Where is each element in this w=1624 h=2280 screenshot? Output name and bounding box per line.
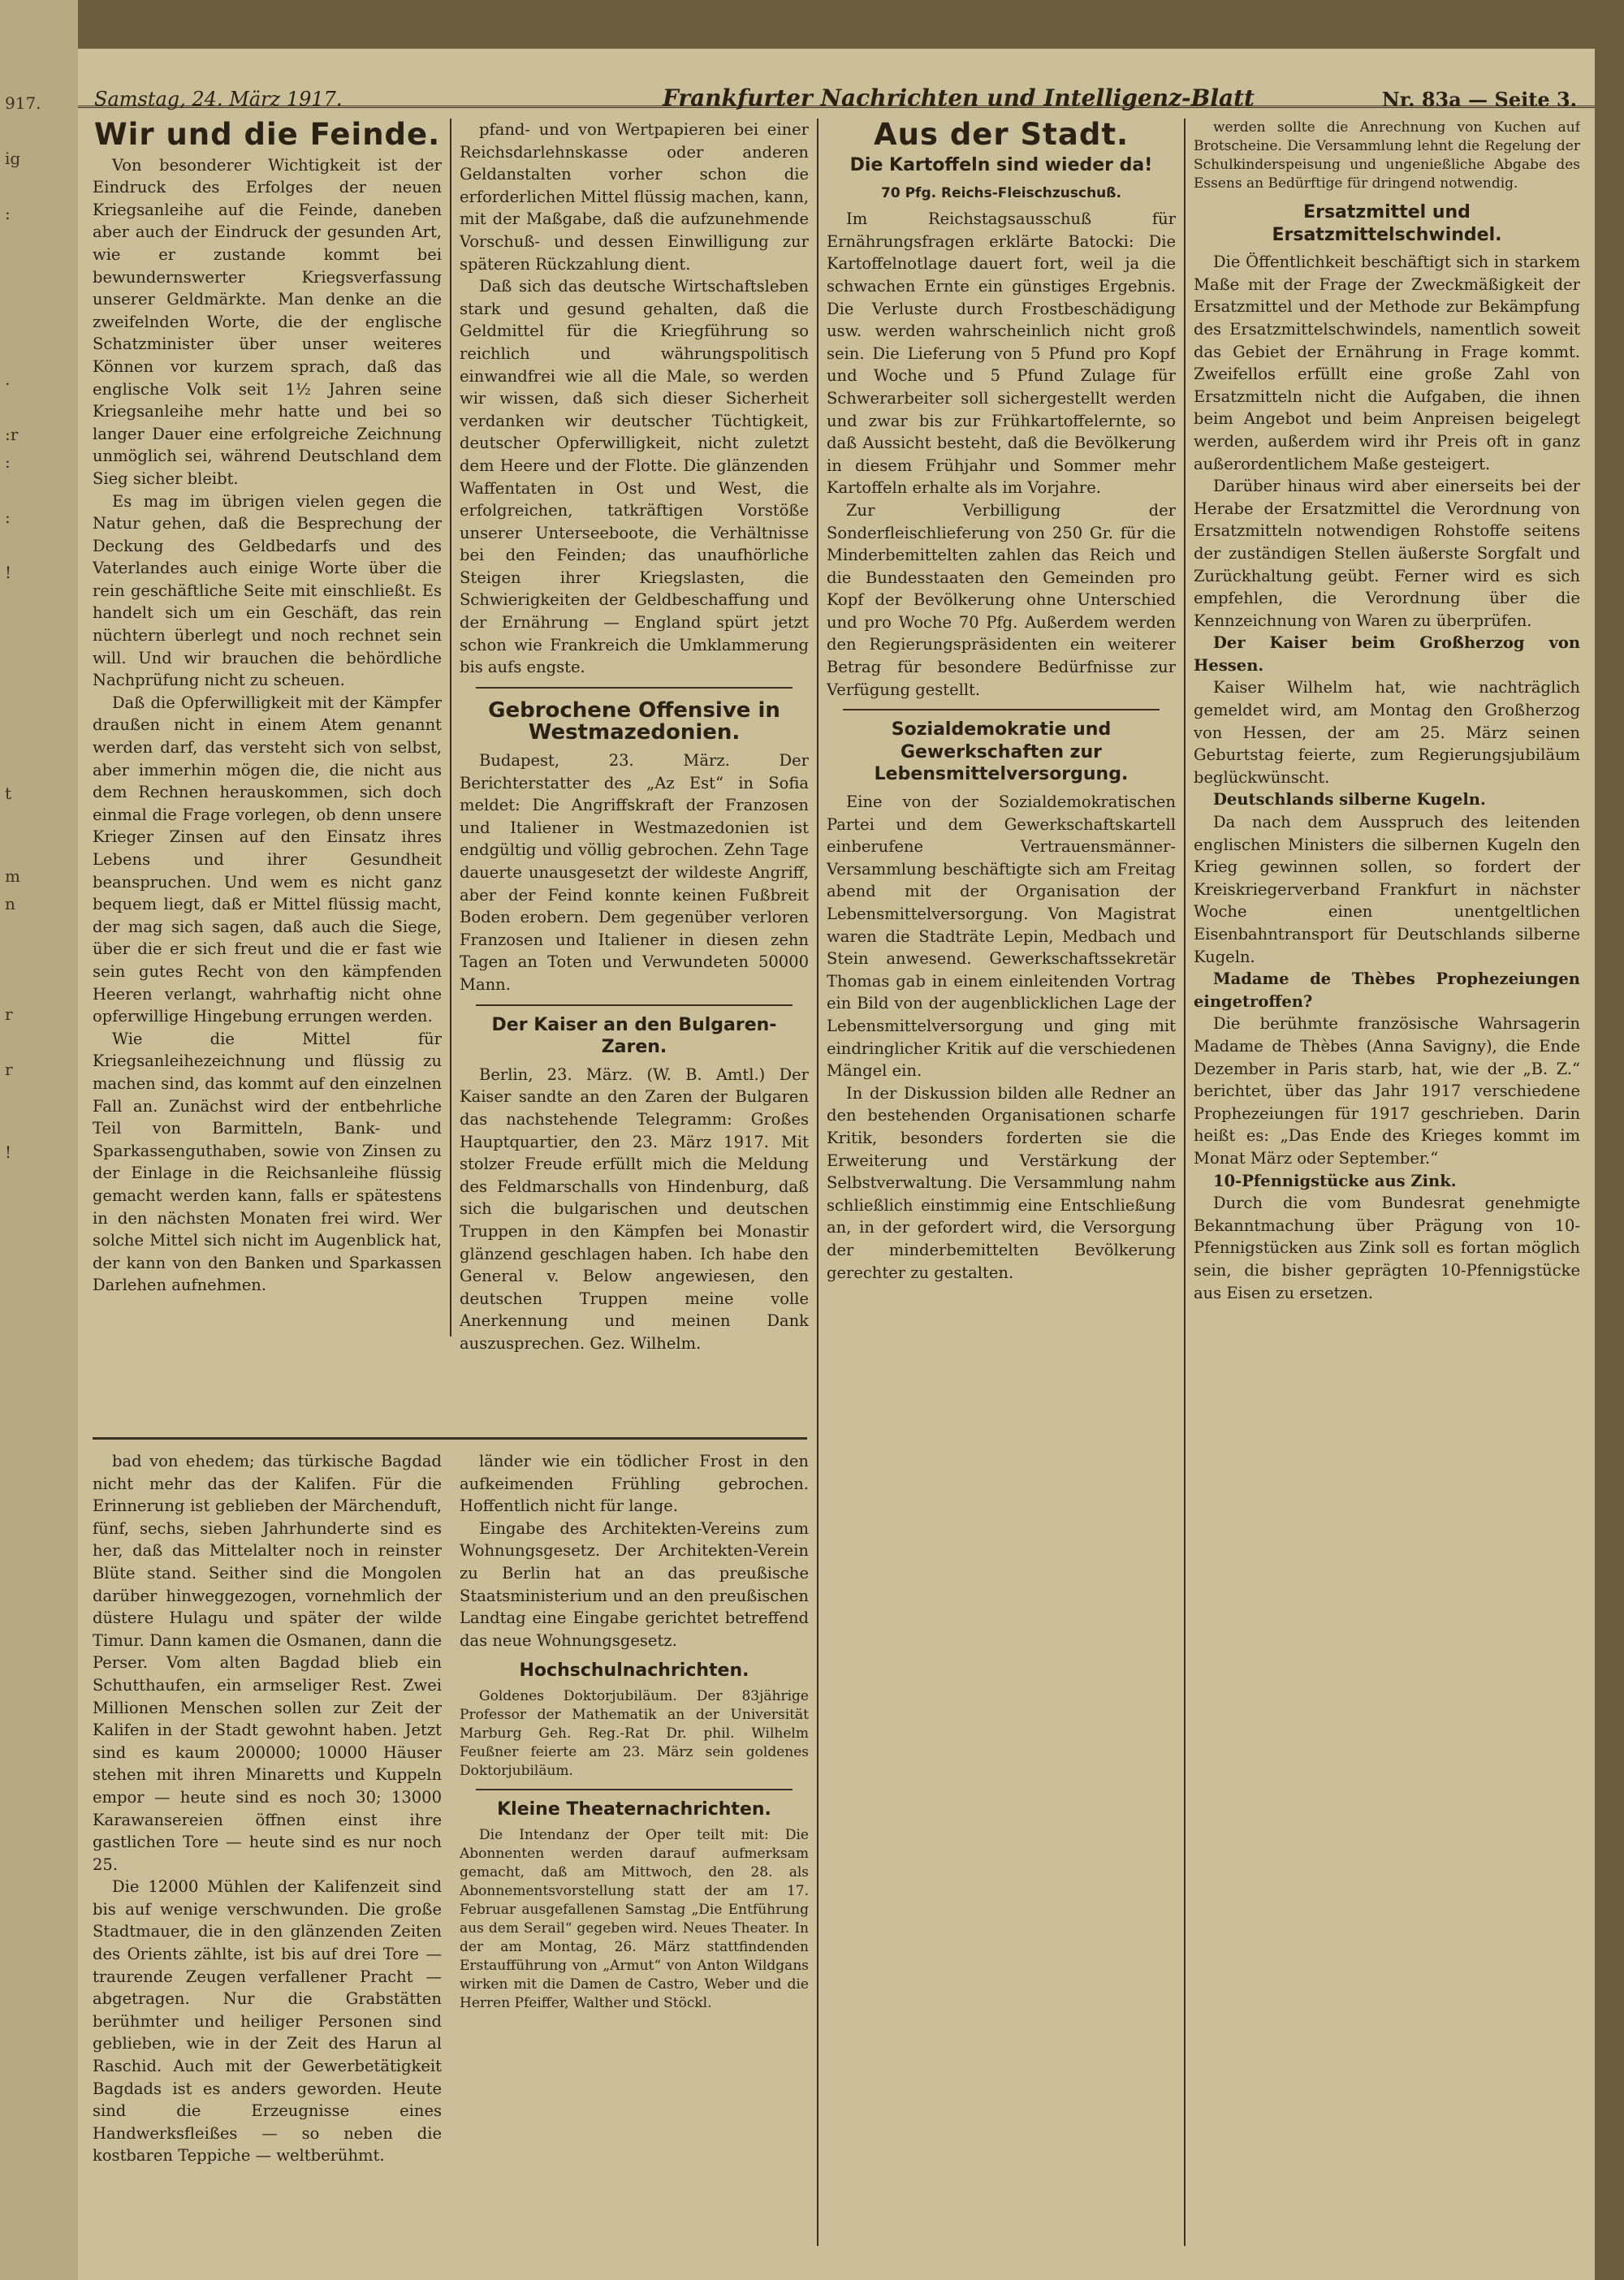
headline-kartoffeln: Die Kartoffeln sind wieder da! [849,154,1153,175]
paragraph: Zur Verbilligung der Sonderfleischlieferung von 250 Gr. für die Minderbemittelten zahlen das Reich und die Bundesstaaten den Gemeinden pro Kopf der Bevölkerung ohne Unterschied und pro Woche 70 Pfg. Außerdem werden den Regierungspräsidenten ein weiterer Betrag für besondere Bedürfnisse zur Verfügung gestellt. [827,500,1176,699]
paragraph: Daß sich das deutsche Wirtschaftsleben stark und gesund gehalten, daß die Geldmittel für die Kriegführung so reichlich und währungspolitisch einwandfrei wie all die Male, so werden wir wissen, daß sich dieser Sicherheit verdanken wir deutscher Tüchtigkeit, deutscher Opferwilligkeit, nicht zuletzt dem Heere und der Flotte. Die glänzenden Waffentaten in Ost und West, die erfolgreichen, tatkräftigen Vorstöße unserer Unterseeboote, die Verhältnisse bei den Feinden; das unaufhörliche Steigen ihrer Kriegslasten, die Schwierigkeiten der Geldbeschaffung und der Ernährung — England spürt jetzt schon wie Frankreich die Umklammerung bis aufs engste. [460,277,809,677]
column-4 [1194,119,1580,2246]
paragraph: Madame de Thèbes Prophezeiungen eingetroffen? [1194,969,1580,1011]
article-title: Wir und die Feinde. [93,119,441,152]
section-title: Aus der Stadt. [873,119,1129,152]
paragraph: Eine von der Sozialdemokratischen Partei und dem Gewerkschaftskartell einberufene Vertrauensmänner-Versammlung beschäftigte sich am Freitag abend mit der Organisation der Lebensmittelversorgung. Von Magistrat waren die Stadträte Lepin, Medbach und Stein anwesend. Gewerkschaftssekretär Thomas gab in einem einleitenden Vortrag ein Bild von der augenblicklichen Lage der Lebensmittelversorgung und ging mit eindringlicher Kritik auf die verschiedenen Mängel ein. [827,792,1176,1081]
feuilleton-column-2 [460,1450,809,2254]
paragraph: Da nach dem Ausspruch des leitenden englischen Ministers die silbernen Kugeln den Krieg gewinnen sollen, so fordert der Kreiskriegerverband Frankfurt in nächster Woche einen unentgeltlichen Eisenbahntransport für Deutschlands silberne Kugeln. [1194,813,1580,966]
section-divider [476,1789,793,1790]
paragraph: Kaiser Wilhelm hat, wie nachträglich gemeldet wird, am Montag den Großherzog von Hessen, der am 25. März seinen Geburtstag feierte, zum Regierungsjubiläum beglückwünscht. [1194,678,1580,787]
paragraph: werden sollte die Anrechnung von Kuchen auf Brotscheine. Die Versammlung lehnt die Regelung der Schulkinderspeisung und ungenießliche Abgabe des Essens an Bedürftige für dringend notwendig. [1194,119,1580,192]
column-rule [450,119,451,1336]
column-rule [817,119,818,2246]
paragraph: Deutschlands silberne Kugeln. [1213,790,1486,810]
paragraph: Eingabe des Architekten-Vereins zum Wohnungsgesetz. Der Architekten-Verein zu Berlin hat an das preußische Staatsministerium und an den preußischen Landtag eine Eingabe gerichtet betreffend das neue Wohnungsgesetz. [460,1518,809,1650]
paragraph: Goldenes Doktorjubiläum. Der 83jährige Professor der Mathematik an der Universität Marburg Geh. Reg.-Rat Dr. phil. Wilhelm Feußner feierte am 23. März sein goldenes Doktorjubiläum. [460,1687,809,1779]
adjacent-page-spine [0,0,78,2280]
newspaper-page [78,49,1595,2280]
paragraph: Die Intendanz der Oper teilt mit: Die Abonnenten werden darauf aufmerksam gemacht, daß am Mittwoch, den 28. als Abonnementsvorstellung statt der am 17. Februar ausgefallenen Samstag „Die Entführung aus dem Serail“ gegeben wird. Neues Theater. In der am Montag, 26. März stattfindenden Erstaufführung von „Armut“ von Anton Wildgans wirken mit die Damen de Castro, Weber und die Herren Pfeiffer, Walther und Stöckl. [460,1826,809,2011]
paragraph: 10-Pfennigstücke aus Zink. [1213,1171,1457,1190]
section-divider [476,687,793,689]
paragraph: Wie die Mittel für Kriegsanleihezeichnung und flüssig zu machen sind, das kommt auf den einzelnen Fall an. Zunächst wird der entbehrliche Teil von Barmitteln, Bank- und Sparkassenguthaben, sowie von Zinsen zu der Einlage in die Reichsanleihe flüssig gemacht werden kann, falls er spätestens in den nächsten Monaten frei wird. Wer solche Mittel sich nicht im Augenblick hat, der kann von den Banken und Sparkassen Darlehen aufnehmen. [93,1029,442,1295]
paragraph: länder wie ein tödlicher Frost in den aufkeimenden Frühling gebrochen. Hoffentlich nicht für lange. [460,1452,809,1516]
paragraph: Im Reichstagsausschuß für Ernährungsfragen erklärte Batocki: Die Kartoffelnotlage dauert fort, weil ja die schwachen Ernte ein günstiges Ergebnis. Die Verluste durch Frostbeschädigung usw. werden wahrscheinlich nicht groß sein. Die Lieferung von 5 Pfund pro Kopf und Woche und 5 Pfund Zulage für Schwerarbeiter soll sichergestellt werden und zwar bis zur Frühkartoffelernte, so daß Aussicht besteht, daß die Bevölkerung in diesem Frühjahr und Sommer mehr Kartoffeln erhalte als im Vorjahre. [827,209,1176,498]
paragraph: Die berühmte französische Wahrsagerin Madame de Thèbes (Anna Savigny), die Ende Dezember in Paris starb, hat, wie der „B. Z.“ berichtet, über das Jahr 1917 verschiedene Prophezeiungen für 1917 geschrieben. Darin heißt es: „Das Ende des Krieges kommt im Monat März oder September.“ [1194,1014,1580,1168]
headline-sozialdemokratie: Sozialdemokratie und Gewerkschaften zur Lebensmittelversorgung. [874,719,1129,785]
column-1 [93,119,442,1361]
feuilleton-column-1 [93,1450,442,2254]
section-divider [476,1004,793,1006]
subheadline: 70 Pfg. Reichs-Fleischzuschuß. [881,185,1121,202]
spine-text: 917. ig : . :r : : ! t m n r r ! [5,93,41,1162]
feuilleton-rule [93,1437,807,1440]
section-divider [843,709,1160,710]
headline-theater: Kleine Theaternachrichten. [497,1799,771,1820]
paragraph: In der Diskussion bilden alle Redner an den bestehenden Organisationen scharfe Kritik, besonders forderten sie die Erweiterung und Verstärkung der Selbstverwaltung. Die Versammlung nahm schließlich einstimmig eine Entschließung an, in der gefordert wird, die Versorgung der minderbemittelten Bevölkerung gerechter zu gestalten. [827,1083,1176,1282]
paragraph: Darüber hinaus wird aber einerseits bei der Herabe der Ersatzmittel die Verordnung von Ersatzmitteln notwendigen Rohstoffe seitens der zuständigen Stellen äußerste Sorgfalt und Zurückhaltung geübt. Ferner wird es sich empfehlen, die Verordnung über die Kennzeichnung von Waren zu überprüfen. [1194,477,1580,630]
paragraph: Durch die vom Bundesrat genehmigte Bekanntmachung über Prägung von 10-Pfennigstücken aus Zink soll es fortan möglich sein, die bisher geprägten 10-Pfennigstücke aus Eisen zu ersetzen. [1194,1194,1580,1302]
headline-hochschul: Hochschulnachrichten. [519,1660,749,1682]
page-header [78,49,1595,111]
headline-ersatzmittel: Ersatzmittel und Ersatzmittelschwindel. [1272,202,1502,245]
paragraph: Von besonderer Wichtigkeit ist der Eindruck des Erfolges der neuen Kriegsanleihe auf die Feinde, daneben aber auch der Eindruck der gesunden Art, wie er zustande kommt bei bewundernswerter Kriegsverfassung unserer Geldmärkte. Man denke an die zweifelnden Worte, die der englische Schatzminister über unser weiteres Können vor kurzem sprach, daß das englische Volk seit 1½ Jahren seine Kriegsanleihe mehr hatte und bei so langer Dauer eine erfolgreiche Zeichnung unmöglich sei, während Deutschland dem Sieg sicher bleibt. [93,155,442,488]
masthead: Frankfurter Nachrichten und Intelligenz-Blatt [663,84,1255,111]
paragraph: pfand- und von Wertpapieren bei einer Reichsdarlehnskasse oder anderen Geldanstalten vorher schon die erforderlichen Mittel flüssig machen, kann, mit der Maßgabe, daß die aufzunehmende Vorschuß- und dessen Einwilligung zur späteren Rückzahlung dient. [460,120,809,274]
paragraph: Die 12000 Mühlen der Kalifenzeit sind bis auf wenige verschwunden. Die große Stadtmauer, die in den glänzenden Zeiten des Orients zählte, ist bis auf drei Tore — traurende Zeugen verfallener Pracht — abgetragen. Nur die Grabstätten berühmter und heiliger Personen sind geblieben, wie in der Zeit des Harun al Raschid. Auch mit der Gewerbetätigkeit Bagdads ist es anders geworden. Heute sind die Erzeugnisse eines Handwerksfleißes — so neben die kostbaren Teppiche — weltberühmt. [93,1877,442,2166]
paragraph: Berlin, 23. März. (W. B. Amtl.) Der Kaiser sandte an den Zaren der Bulgaren das nachstehende Telegramm: Großes Hauptquartier, den 23. März 1917. Mit stolzer Freude erfüllt mich die Meldung des Feldmarschalls von Hindenburg, daß sich die bulgarischen und deutschen Truppen in den Kämpfen bei Monastir glänzend geschlagen haben. Ich habe den General v. Below angewiesen, den deutschen Truppen meine volle Anerkennung und meinen Dank auszusprechen. Gez. Wilhelm. [460,1064,809,1353]
column-3 [827,119,1176,2246]
headline-kaiser: Der Kaiser an den Bulgaren-Zaren. [491,1014,777,1058]
page-number: Nr. 83a — Seite 3. [1381,88,1577,111]
column-rule [1184,119,1186,2246]
paragraph: Es mag im übrigen vielen gegen die Natur gehen, daß die Besprechung der Deckung des Geldbedarfs und des Vaterlandes auch einige Worte über die rein geschäftliche Seite mit einschließt. Es handelt sich um ein Geschäft, das rein nüchtern überlegt und noch rechnet sein will. Und wir brauchen die behördliche Nachprüfung nicht zu scheuen. [93,491,442,690]
paragraph: bad von ehedem; das türkische Bagdad nicht mehr das der Kalifen. Für die Erinnerung ist geblieben der Märchenduft, fünf, sechs, sieben Jahrhunderte sind es her, daß das Mittelalter noch in reinster Blüte stand. Seither sind die Mongolen darüber hinweggezogen, vornehmlich der düstere Hulagu und später der wilde Timur. Dann kamen die Osmanen, dann die Perser. Vom alten Bagdad blieb ein Schutthaufen, ein armseliger Rest. Zwei Millionen Menschen sollen zur Zeit der Kalifen in der Stadt gewohnt haben. Jetzt sind es kaum 200000; 10000 Häuser stehen mit ihren Minaretts und Kuppeln empor — heute sind es noch 30; 13000 Karawansereien öffnen einst ihre gastlichen Tore — heute sind es nur noch 25. [93,1452,442,1874]
paragraph: Die Öffentlichkeit beschäftigt sich in starkem Maße mit der Frage der Zweckmäßigkeit der Ersatzmittel und der Methode zur Bekämpfung des Ersatzmittelschwindels, namentlich soweit das Gebiet der Ernährung in Frage kommt. Zweifellos erfüllt eine große Zahl von Ersatzmitteln nicht die Aufgaben, die ihnen beim Angebot und beim Anpreisen beigelegt werden, außerdem wird ihr Preis oft in ganz außerordentlichem Maße gesteigert. [1194,253,1580,473]
issue-date: Samstag, 24. März 1917. [94,88,343,110]
paragraph: Daß die Opferwilligkeit mit der Kämpfer draußen nicht in einem Atem genannt werden darf, das versteht sich von selbst, aber immerhin mögen die, die nicht aus dem Rechnen herauskommen, sich doch einmal die Frage vorlegen, ob denn unsere Krieger Zinsen auf den Einsatz ihres Lebens und ihrer Gesundheit beanspruchen. Und wem es nicht ganz bequem liegt, daß er Mittel flüssig macht, der mag sich sagen, daß auch die Siege, über die er sich freut und die er fast wie sein gutes Recht von den kämpfenden Heeren verlangt, wahrhaftig nicht ohne opferwillige Hingebung errungen werden. [93,693,442,1026]
headline-offensive: Gebrochene Offensive in Westmazedonien. [488,697,780,745]
paragraph: Der Kaiser beim Großherzog von Hessen. [1194,633,1580,675]
column-2 [460,119,809,1361]
paragraph: Budapest, 23. März. Der Berichterstatter des „Az Est“ in Sofia meldet: Die Angriffskraft der Franzosen und Italiener in Westmazedonien ist endgültig und völlig gebrochen. Zehn Tage dauerte unausgesetzt der wildeste Angriff, aber der Feind konnte keinen Fußbreit Boden erobern. Dem gegenüber verloren Franzosen und Italiener in diesen zehn Tagen an Toten und Verwundeten 50000 Mann. [460,751,809,994]
